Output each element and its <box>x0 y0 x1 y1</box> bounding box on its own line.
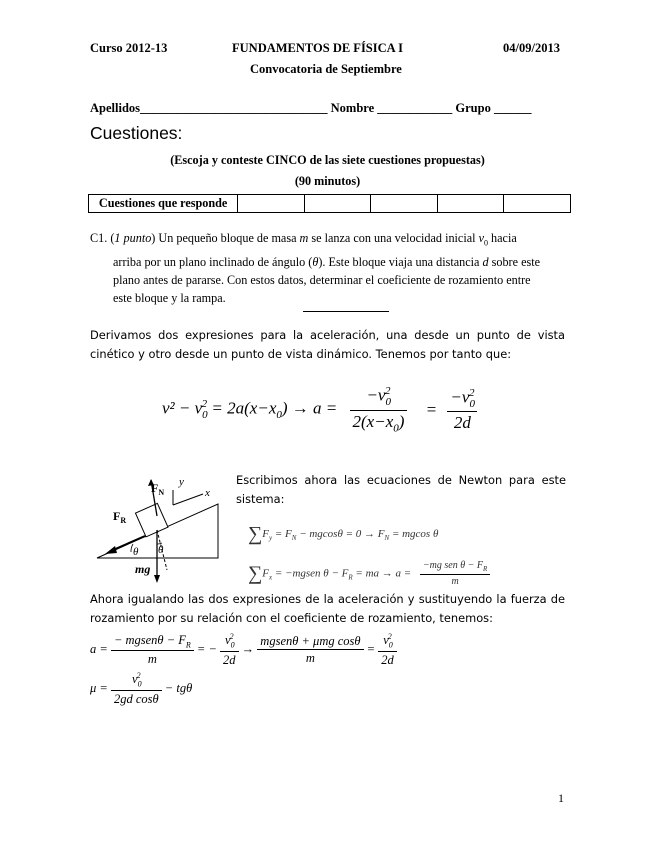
surname-label: Apellidos <box>90 101 141 115</box>
course-label: Curso 2012-13 <box>90 41 168 55</box>
x-axis-label: x <box>205 487 210 499</box>
var-theta: θ <box>312 254 319 269</box>
answer-cell[interactable] <box>504 195 571 213</box>
answer-cell[interactable] <box>304 195 371 213</box>
combined-equation: a = $\frac{- mgsen\theta - F_R}{m}$ = − $\frac{v_0^2}{2d}$ → $\frac{\text{mgsenθ + μmg cosθ}}{m}$ = $\frac{v_0^2}{2d}$ <box>90 632 397 667</box>
name-label: Nombre <box>330 101 375 115</box>
fraction: $\frac{-v_0^2}{2d}$ <box>447 387 477 433</box>
question-text: ) Un pequeño bloque de masa <box>151 231 300 245</box>
group-label: Grupo <box>455 101 491 115</box>
angle-label-normal: θ <box>158 544 164 556</box>
question-text: sobre este <box>488 254 541 269</box>
question-text: arriba por un plano inclinado de ángulo ( <box>113 254 313 269</box>
y-axis-label: y <box>179 476 184 488</box>
answer-cell[interactable] <box>371 195 438 213</box>
newton-equation-x: $\sum F_x$ = −mgsen $\theta - F_R$ = ma → a = $\frac{-mg sen \theta - F_R}{m}$ <box>248 560 490 588</box>
x-axis <box>173 494 203 505</box>
exam-call: Convocatoria de Septiembre <box>250 62 402 76</box>
question-text: hacia <box>488 231 517 245</box>
instructions-line1: (Escoja y conteste CINCO de las siete cuestiones propuestas) <box>170 153 485 167</box>
fraction: $\frac{v_0^2}{2d}$ <box>220 632 239 667</box>
question-number: C1. <box>90 231 108 245</box>
newton-equation-y: $\sum F_y = F_N - mgcos\theta = 0 \to F_N = mgcos$ θ <box>248 523 439 545</box>
section-title: Cuestiones: <box>90 123 183 143</box>
separator-line <box>303 311 389 312</box>
normal-force-label: $F_N$ <box>151 481 165 497</box>
free-body-diagram <box>93 470 233 585</box>
question-c1: C1. (1 punto) Un pequeño bloque de masa m se lanza con una velocidad inicial $v_0$ hacia arriba por un plano inclinado de ángulo (θ). Este bloque viaja una distancia d sobre este plano antes de pararse. Con estos datos, determinar el coeficiente de rozamiento entre este bloque y la rampa. <box>90 229 563 307</box>
group-field[interactable]: ______ <box>493 101 532 115</box>
solution-paragraph-2: Escribimos ahora las ecuaciones de Newton para este sistema: <box>236 473 566 506</box>
angle-label-incline: θ <box>133 546 139 558</box>
var-d: d <box>482 254 489 269</box>
instructions-time: (90 minutos) <box>294 174 361 188</box>
surname-field[interactable]: ______________________________ <box>140 101 328 115</box>
friction-coefficient-equation: μ = $\frac{v_0^2}{\text{2gd cosθ}}$ − tgθ <box>90 671 193 706</box>
solution-paragraph-3: Ahora igualando las dos expresiones de la aceleración y sustituyendo la fuerza de rozamiento por su relación con el coeficiente de rozamiento, tenemos: <box>90 592 565 625</box>
answer-cell[interactable] <box>437 195 504 213</box>
question-text: se lanza con una velocidad inicial <box>308 231 479 245</box>
question-text: este bloque y la rampa. <box>113 291 226 306</box>
answer-cell[interactable] <box>238 195 305 213</box>
solution-paragraph-1: Derivamos dos expresiones para la aceleración, una desde un punto de vista cinético y otro desde un punto de vista dinámico. Tenemos por tanto que: <box>90 328 565 361</box>
weight-label: mg <box>135 562 151 576</box>
fraction: $\frac{v_0^2}{\text{2gd cosθ}}$ <box>111 671 162 706</box>
subscript: 0 <box>484 238 488 248</box>
var-v: v <box>478 231 484 245</box>
fraction: $\frac{\text{mgsenθ + μmg cosθ}}{m}$ <box>257 634 363 666</box>
fraction: $\frac{-mg sen \theta - F_R}{m}$ <box>420 560 490 588</box>
question-points: 1 punto <box>114 231 152 245</box>
friction-force-label: $F_R$ <box>113 509 127 525</box>
answered-label: Cuestiones que responde <box>89 195 238 213</box>
fraction: $\frac{- mgsen\theta - F_R}{m}$ <box>111 633 194 667</box>
answered-questions-table <box>88 194 571 213</box>
student-form <box>90 101 531 116</box>
subject-title: FUNDAMENTOS DE FÍSICA I <box>232 41 403 55</box>
name-field[interactable]: ____________ <box>377 101 453 115</box>
var-m: m <box>299 231 309 245</box>
page-number: 1 <box>558 791 564 805</box>
question-text: plano antes de pararse. Con estos datos, determinar el coeficiente de rozamiento entre <box>113 272 531 287</box>
fraction: $\frac{-v_0^2}{2(x-x_0)}$ <box>350 385 408 435</box>
kinematic-equation: $v^2 - v_0^2 = 2a(x-x_0) \to a$ = $\frac{-v_0^2}{2(x-x_0)}$ = $\frac{-v_0^2}{2d}$ <box>162 385 477 435</box>
exam-date: 04/09/2013 <box>503 41 560 55</box>
question-text: ). Este bloque viaja una distancia <box>318 254 483 269</box>
fraction: $\frac{v_0^2}{2d}$ <box>378 632 397 667</box>
